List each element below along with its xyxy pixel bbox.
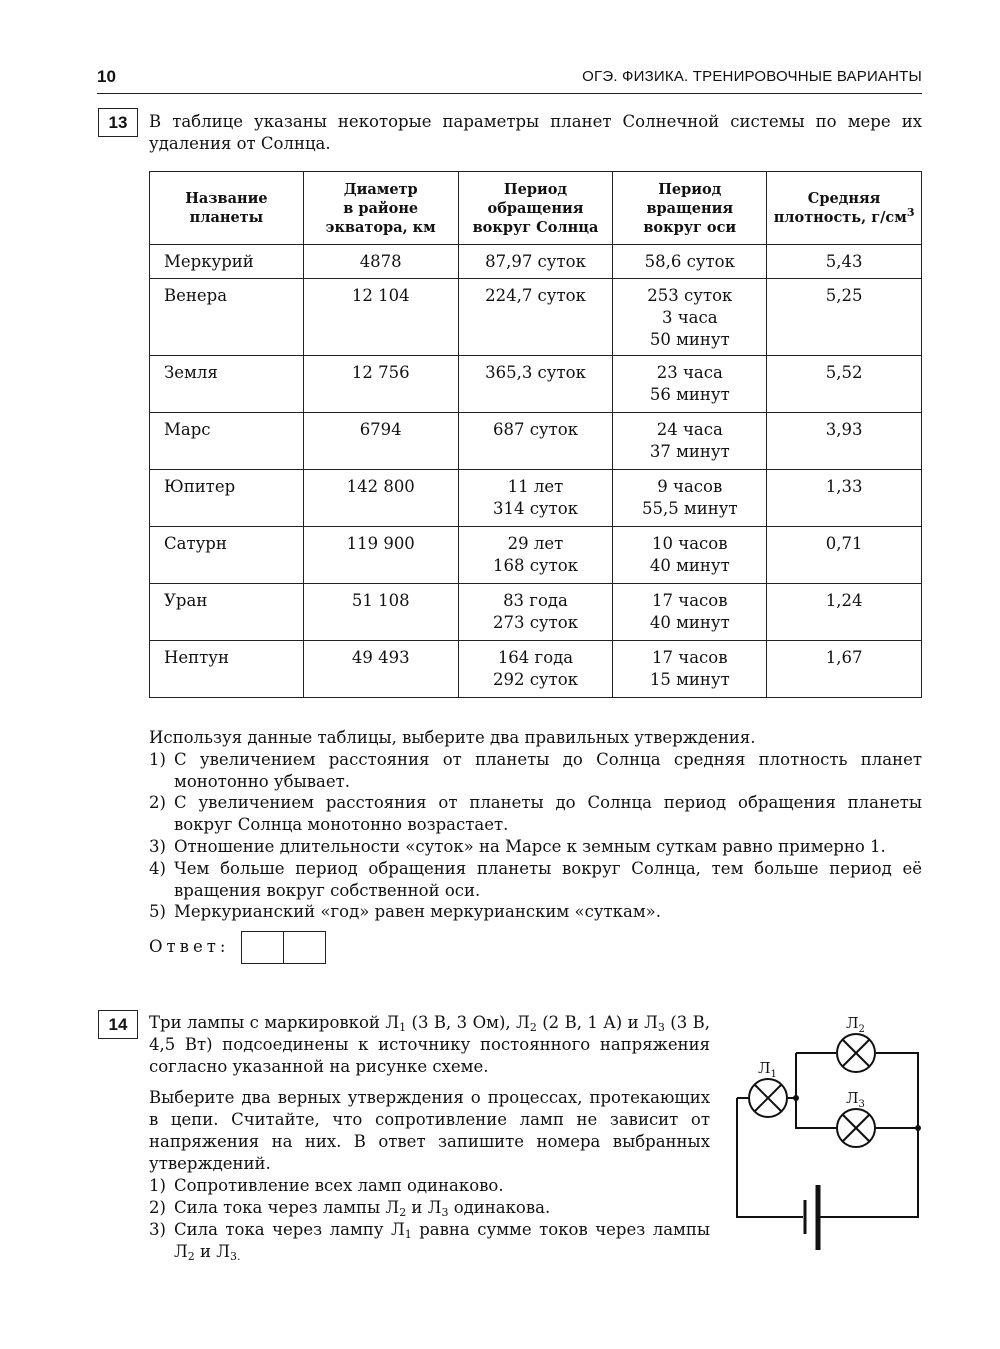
cell-text: 49 493 [351,648,410,667]
diameter-cell [303,584,458,641]
text-part: Сила тока через лампу Л [174,1220,405,1239]
header-line [308,218,454,237]
cell-text: 17 часов [652,591,728,610]
option-text: С увеличением расстояния от планеты до Солнца период обращения планеты вокруг Солнца монотонно возрастает. [174,793,922,835]
table-row [150,356,922,413]
cell-text: 273 суток [492,613,579,632]
header-text: Диаметр [343,180,418,198]
header-text: Период [658,180,722,198]
planet-name-cell [150,584,304,641]
header-text: вокруг Солнца [472,218,599,236]
answer-row [149,931,349,964]
text-part: равна сумме токов через лампы Л [174,1220,710,1261]
option-text: Чем больше период обращения планеты вокруг Солнца, тем больше период её вращения вокруг собственной оси. [174,858,922,900]
rotation-period-cell [613,584,767,641]
orbit-period-cell [458,413,613,470]
q14-paragraph-2: Выберите два верных утверждения о процессах, протекающих в цепи. Считайте, что сопротивление ламп не зависит от напряжения на них. В ответ запишите номера выбранных утверждений. [149,1088,710,1173]
orbit-period-cell [458,641,613,698]
q14-option-1 [149,1175,710,1197]
junction-dot [915,1125,921,1131]
orbit-period-cell [458,527,613,584]
q14-option-2 [149,1197,710,1219]
answer-box-1[interactable] [241,931,284,964]
cell-text: 15 минут [649,670,730,689]
cell-text: 23 часа [656,363,723,382]
cell-text: 314 суток [492,499,579,518]
cell-text: 5,52 [825,363,863,382]
lamp-l1-label: $Л_1$ [758,1059,777,1080]
cell-text: 6794 [359,420,402,439]
battery-icon [805,1185,818,1250]
q14-paragraph-1 [149,1012,710,1078]
diameter-cell [303,413,458,470]
header-line [617,218,762,237]
circuit-diagram [728,1010,924,1252]
option-number: 1) [149,1176,166,1195]
cell-text: 17 часов [652,648,728,667]
lamp-l3-label: $Л_3$ [846,1089,865,1110]
option-text: Отношение длительности «суток» на Марсе к земным суткам равно примерно 1. [174,836,886,856]
answer-box-2[interactable] [283,931,326,964]
table-body [150,245,922,698]
diameter-cell [303,470,458,527]
cell-text: 51 108 [351,591,410,610]
cell-text: 168 суток [492,556,579,575]
option-number: 3) [149,836,166,856]
orbit-period-cell [458,279,613,356]
table-row [150,641,922,698]
density-cell [767,470,922,527]
text-part: (2 В, 1 А) и Л [536,1013,658,1032]
header-line [308,199,454,218]
header-line [771,208,917,227]
cell-text: 1,67 [825,648,863,667]
answer-label: Ответ: [149,937,230,956]
question-number-13: 13 [98,108,138,137]
header-line [154,208,299,227]
table-header-row [150,172,922,245]
rotation-period-cell [613,527,767,584]
unit-superscript: 3 [906,206,915,219]
option-number: 5) [149,902,166,922]
rotation-period-cell [613,413,767,470]
table-row [150,470,922,527]
subscript: 3. [230,1250,241,1263]
header-text: Средняя [807,190,881,207]
cell-text: 10 часов [652,534,728,553]
density-cell [767,279,922,356]
header-line [463,218,609,237]
wire-branch-left [796,1053,836,1128]
cell-text: 365,3 суток [485,363,586,382]
table-header-cell [303,172,458,245]
header-text: обращения [487,199,584,217]
diameter-cell [303,245,458,279]
table-row [150,245,922,279]
text-part: Три лампы с маркировкой Л [149,1013,400,1032]
rotation-period-cell [613,245,767,279]
header-line [308,180,454,199]
cell-text: Земля [164,363,218,382]
rotation-period-cell [613,279,767,356]
cell-text: 3,93 [825,420,863,439]
orbit-period-cell [458,584,613,641]
planet-name-cell [150,470,304,527]
density-cell [767,245,922,279]
density-cell [767,584,922,641]
header-text: вокруг оси [643,218,737,236]
planet-name-cell [150,413,304,470]
table-header-cell [613,172,767,245]
header-line [463,180,609,199]
header-text: Название [185,190,268,207]
header-line [771,189,917,208]
option-text: Меркурианский «год» равен меркурианским «суткам». [174,902,661,922]
cell-text: 142 800 [346,477,415,496]
diameter-cell [303,527,458,584]
q13-option-3 [149,836,922,858]
cell-text: 1,24 [825,591,863,610]
planet-name-cell [150,245,304,279]
subscript: 3 [657,1021,665,1034]
planet-name-cell [150,641,304,698]
cell-text: 12 756 [351,363,410,382]
running-title: ОГЭ. ФИЗИКА. ТРЕНИРОВОЧНЫЕ ВАРИАНТЫ [582,68,922,85]
cell-text: Нептун [164,648,229,667]
option-text: С увеличением расстояния от планеты до Солнца средняя плотность планет монотонно убывает. [174,749,922,791]
text-part: Сила тока через лампы Л [174,1198,400,1217]
density-cell [767,413,922,470]
text-part: и Л [406,1198,442,1217]
orbit-period-cell [458,356,613,413]
cell-text: 224,7 суток [485,286,586,305]
cell-text: 1,33 [825,477,863,496]
orbit-period-cell [458,470,613,527]
subscript: 1 [399,1021,407,1034]
rotation-period-cell [613,470,767,527]
cell-text: 55,5 минут [641,499,738,518]
cell-text: 5,25 [825,286,863,305]
subscript: 2 [529,1021,537,1034]
cell-text: 292 суток [492,670,579,689]
density-cell [767,527,922,584]
table-row [150,279,922,356]
cell-text: 253 суток [647,286,733,305]
lamp-l2-icon [837,1034,875,1072]
lamp-l2-label: $Л_2$ [846,1014,865,1035]
cell-text: Уран [164,591,208,610]
option-number: 4) [149,858,166,878]
diameter-cell [303,356,458,413]
header-line [463,199,609,218]
q14-option-3 [149,1219,710,1263]
density-cell [767,356,922,413]
text-part: и Л [194,1242,231,1261]
page-header [97,60,922,94]
option-number: 3) [149,1220,166,1239]
cell-text: 4878 [359,252,402,271]
q13-option-4 [149,858,922,902]
cell-text: 24 часа [656,420,723,439]
header-text: планеты [189,209,264,226]
cell-text: 40 минут [649,613,730,632]
table-header-cell [150,172,304,245]
text-part: (3 В, 4,5 Вт) подсоединены к источнику постоянного напряжения согласно указанной на рисунке схеме. [149,1013,710,1076]
subscript: 1 [404,1228,412,1241]
header-line [617,180,762,199]
text-part: (3 В, 3 Ом), Л [406,1013,530,1032]
question-number-14: 14 [98,1010,138,1039]
option-number: 2) [149,793,166,813]
cell-text: 5,43 [825,252,863,271]
cell-text: 37 минут [649,442,730,461]
subscript: 3 [441,1206,449,1219]
cell-text: 87,97 суток [485,252,586,271]
planet-name-cell [150,279,304,356]
table-row [150,584,922,641]
wire-branch-right [876,1053,918,1128]
q13-question: Используя данные таблицы, выберите два правильных утверждения. [149,728,756,747]
cell-text: 11 лет [507,477,564,496]
q13-intro: В таблице указаны некоторые параметры планет Солнечной системы по мере их удаления от Солнца. [149,112,922,153]
header-text: вращения [646,199,734,217]
diameter-cell [303,279,458,356]
cell-text: 29 лет [507,534,564,553]
cell-text: Сатурн [164,534,227,553]
planet-name-cell [150,356,304,413]
cell-text: 50 минут [649,330,730,349]
text-part: одинакова. [448,1198,551,1217]
cell-text: 12 104 [351,286,410,305]
header-text: Период [503,180,568,198]
rotation-period-cell [613,641,767,698]
cell-text: 0,71 [825,534,863,553]
page-number: 10 [97,67,116,86]
cell-text: Венера [164,286,228,305]
subscript: 2 [187,1250,195,1263]
cell-text: 9 часов [657,477,723,496]
rotation-period-cell [613,356,767,413]
table-row [150,527,922,584]
header-text: экватора, км [325,218,436,236]
subscript: 2 [399,1206,407,1219]
option-text: Сопротивление всех ламп одинаково. [174,1176,504,1195]
option-number: 2) [149,1198,166,1217]
cell-text: 56 минут [649,385,730,404]
cell-text: 3 часа [661,308,718,327]
header-text: плотность, г/см [773,209,907,226]
diameter-cell [303,641,458,698]
q13-option-1 [149,749,922,793]
q14-text [149,1012,710,1263]
cell-text: 164 года [497,648,574,667]
lamp-l1-icon [749,1079,787,1117]
table-header-cell [458,172,613,245]
orbit-period-cell [458,245,613,279]
cell-text: Марс [164,420,211,439]
cell-text: Юпитер [164,477,236,496]
junction-dot [793,1095,799,1101]
q13-option-2 [149,792,922,836]
cell-text: 40 минут [649,556,730,575]
planet-name-cell [150,527,304,584]
option-number: 1) [149,749,166,769]
header-text: в районе [343,199,419,217]
q13-options [149,727,922,923]
planets-table [149,171,922,698]
table-header-cell [767,172,922,245]
cell-text: 687 суток [492,420,579,439]
density-cell [767,641,922,698]
cell-text: 83 года [503,591,568,610]
cell-text: 119 900 [346,534,415,553]
table-row [150,413,922,470]
wire-left [737,1098,803,1217]
cell-text: Меркурий [164,252,254,271]
q13-option-5 [149,901,922,923]
cell-text: 58,6 суток [644,252,735,271]
header-line [617,199,762,218]
header-line [154,189,299,208]
lamp-l3-icon [837,1109,875,1147]
